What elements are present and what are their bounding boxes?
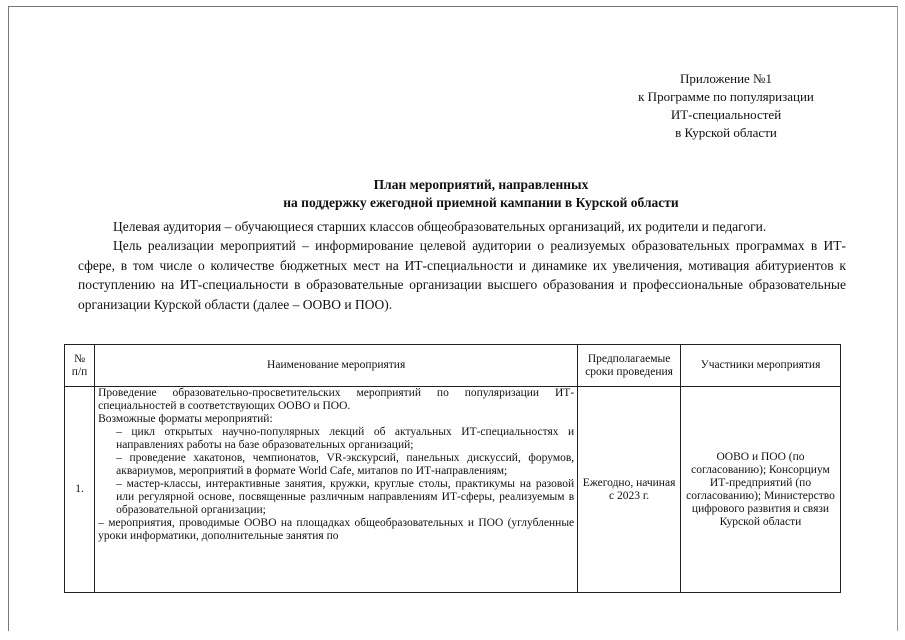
appendix-header (560, 70, 892, 142)
desc-line: Возможные форматы мероприятий: (98, 413, 273, 425)
events-table (64, 344, 841, 593)
appendix-line: к Программе по популяризации (638, 89, 814, 104)
row-description (95, 387, 578, 593)
scan-border-top (8, 6, 897, 7)
scan-border-right (897, 6, 898, 631)
goal-text: Цель реализации мероприятий – информирование целевой аудитории о реализуемых образовательных программах в ИТ-сфере, в том числе о количестве бюджетных мест на ИТ-специальности и динамике их увеличения, мотивация абитуриентов к поступлению на ИТ-специальности в образовательные организации высшего образования и профессиональные образовательные организации Курской области (далее – ООВО и ПОО). (78, 238, 846, 312)
header-dates: Предполагаемые сроки проведения (578, 345, 681, 387)
row-dates: Ежегодно, начиная с 2023 г. (578, 387, 681, 593)
target-audience-paragraph: Целевая аудитория – обучающиеся старших классов общеобразовательных организаций, их родители и педагоги. (113, 219, 767, 234)
document-title (60, 176, 902, 212)
appendix-line: в Курской области (675, 125, 777, 140)
header-number: № п/п (65, 345, 95, 387)
title-line-2: на поддержку ежегодной приемной кампании в Курской области (283, 195, 679, 210)
desc-line: – мероприятия, проводимые ООВО на площадках общеобразовательных и ПОО (углубленные уроки информатики, дополнительные занятия по (98, 517, 575, 542)
desc-line: – цикл открытых научно-популярных лекций об актуальных ИТ-специальностях и направлениях работы на базе образовательных организаций; (116, 426, 575, 451)
title-line-1: План мероприятий, направленных (373, 177, 589, 192)
row-number: 1. (65, 387, 95, 593)
goal-paragraph (78, 236, 846, 314)
table-row (65, 387, 841, 593)
row-participants: ООВО и ПОО (по согласованию); Консорциум ИТ-предприятий (по согласованию); Министерство цифрового развития и связи Курской области (681, 387, 841, 593)
desc-line: – мастер-классы, интерактивные занятия, кружки, круглые столы, практикумы на разовой или регулярной основе, посвященные различным направлениям ИТ-сферы, реализуемым в образовательной организации; (116, 478, 575, 516)
header-event-name: Наименование мероприятия (95, 345, 578, 387)
scan-border-left (8, 6, 9, 631)
appendix-line: Приложение №1 (680, 71, 772, 86)
desc-line: – проведение хакатонов, чемпионатов, VR-экскурсий, панельных дискуссий, форумов, аквариумов, мероприятий в формате World Cafe, митапов по ИТ-направлениям; (116, 452, 575, 477)
desc-line: Проведение образовательно-просветительских мероприятий по популяризации ИТ-специальностей в соответствующих ООВО и ПОО. (98, 387, 575, 412)
appendix-line: ИТ-специальностей (670, 107, 782, 122)
table-header-row (65, 345, 841, 387)
header-participants: Участники мероприятия (681, 345, 841, 387)
